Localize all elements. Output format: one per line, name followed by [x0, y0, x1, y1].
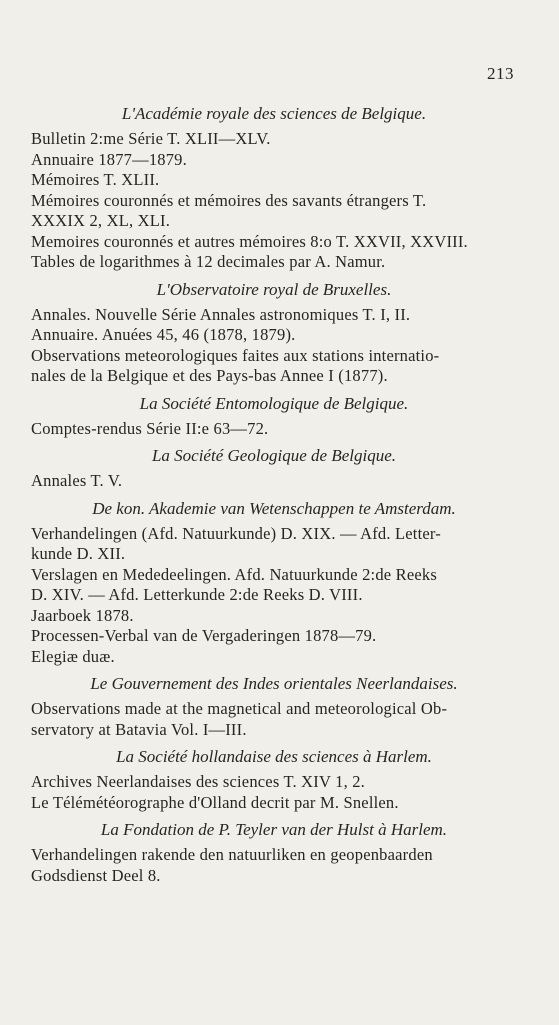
entry: [31, 471, 517, 492]
entry: [31, 565, 517, 606]
entry-line: Jaarboek 1878.: [31, 605, 134, 625]
entry: [31, 647, 517, 668]
section-heading: La Société Entomologique de Belgique.: [139, 393, 409, 413]
entry: [31, 191, 517, 232]
entry-line: Godsdienst Deel 8.: [31, 865, 161, 885]
entry: [31, 346, 517, 387]
entry-line: Verhandelingen (Afd. Natuurkunde) D. XIX. — Afd. Letter-: [31, 523, 441, 543]
entry: [31, 524, 517, 565]
entry: [31, 150, 517, 171]
entry: [31, 325, 517, 346]
entry: [31, 626, 517, 647]
entry-line: kunde D. XII.: [31, 544, 126, 563]
entry-line: Verslagen en Mededeelingen. Afd. Natuurkunde 2:de Reeks: [31, 564, 437, 584]
entry-line: Observations meteorologiques faites aux stations internatio-: [31, 345, 440, 365]
entry-line: Annales T. V.: [31, 471, 123, 490]
entry-line: Archives Neerlandaises des sciences T. XIV 1, 2.: [31, 772, 366, 791]
section-heading: L'Académie royale des sciences de Belgique.: [121, 104, 427, 123]
entry: [31, 252, 517, 273]
page-number: 213: [487, 64, 514, 83]
entry: [31, 232, 517, 253]
entry-line: Tables de logarithmes à 12 decimales par A. Namur.: [31, 252, 386, 271]
entry: [31, 606, 517, 627]
entry-line: Elegiæ duæ.: [31, 646, 115, 666]
section-heading: La Société hollandaise des sciences à Harlem.: [116, 747, 432, 766]
section-heading: Le Gouvernement des Indes orientales Neerlandaises.: [90, 674, 458, 693]
entry: [31, 305, 517, 326]
entry-line: Processen-Verbal van de Vergaderingen 1878—79.: [31, 626, 377, 645]
section-heading: De kon. Akademie van Wetenschappen te Amsterdam.: [92, 498, 456, 518]
entry-line: Memoires couronnés et autres mémoires 8:o T. XXVII, XXVIII.: [31, 231, 468, 251]
entry-line: Annuaire 1877—1879.: [31, 149, 187, 169]
entry: [31, 772, 517, 793]
entry-line: servatory at Batavia Vol. I—III.: [31, 719, 247, 739]
section-heading: L'Observatoire royal de Bruxelles.: [156, 279, 392, 299]
entry-line: Observations made at the magnetical and meteorological Ob-: [31, 699, 448, 718]
entry-line: Annuaire. Anuées 45, 46 (1878, 1879).: [31, 325, 296, 344]
entry-line: Mémoires T. XLII.: [31, 170, 160, 189]
entry: [31, 699, 517, 740]
entry-line: XXXIX 2, XL, XLI.: [31, 211, 171, 230]
entry-line: nales de la Belgique et des Pays-bas Annee I (1877).: [31, 366, 388, 385]
entry-line: Le Télémétéorographe d'Olland decrit par M. Snellen.: [31, 792, 399, 812]
section-heading: La Société Geologique de Belgique.: [151, 446, 397, 465]
entry: [31, 845, 517, 886]
entry: [31, 793, 517, 814]
section-heading: La Fondation de P. Teyler van der Hulst à Harlem.: [100, 820, 448, 839]
entry: [31, 170, 517, 191]
entry: [31, 419, 517, 440]
page-content: [31, 104, 517, 886]
entry-line: Comptes-rendus Série II:e 63—72.: [31, 418, 269, 438]
entry-line: D. XIV. — Afd. Letterkunde 2:de Reeks D. VIII.: [31, 585, 363, 604]
entry-line: Annales. Nouvelle Série Annales astronomiques T. I, II.: [31, 304, 411, 324]
entry-line: Mémoires couronnés et mémoires des savants étrangers T.: [31, 190, 427, 210]
entry-line: Verhandelingen rakende den natuurliken en geopenbaarden: [31, 845, 433, 864]
entry: [31, 129, 517, 150]
entry-line: Bulletin 2:me Série T. XLII—XLV.: [31, 129, 271, 148]
